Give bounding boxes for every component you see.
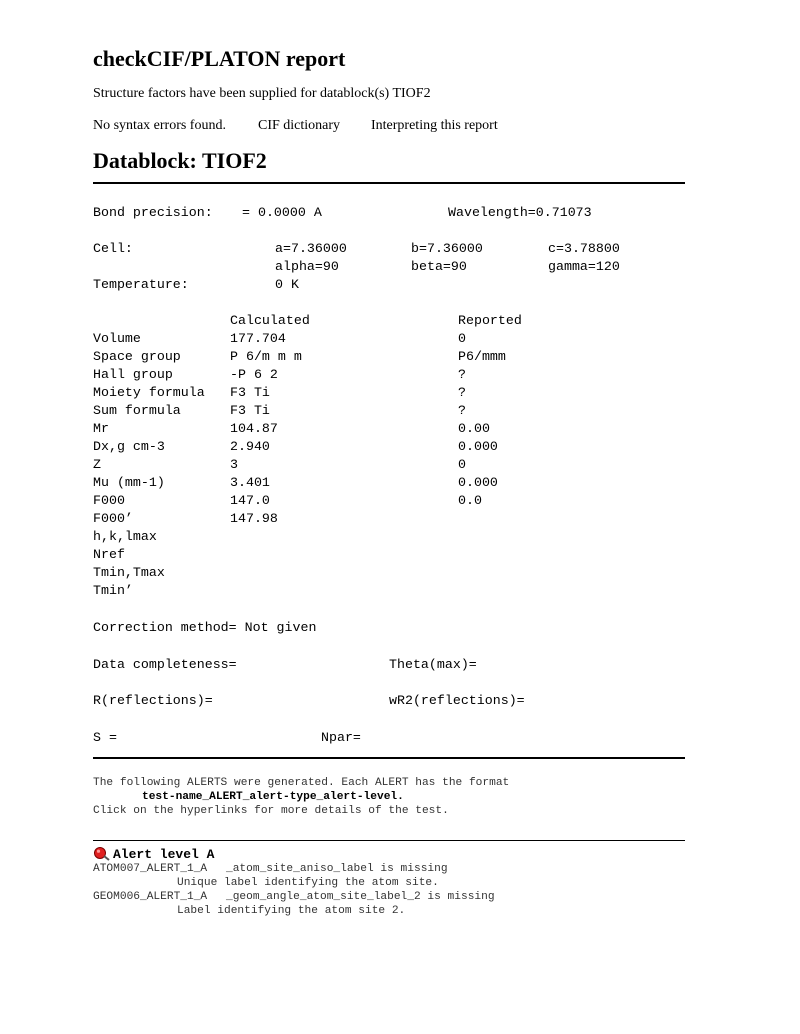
npar-label: Npar= — [321, 730, 361, 745]
correction-method: Correction method= Not given — [93, 620, 317, 635]
row-label: Tmin’ — [93, 583, 133, 598]
row-reported: ? — [458, 367, 466, 382]
temperature-label: Temperature: — [93, 277, 189, 292]
theta-max-label: Theta(max)= — [389, 657, 477, 672]
alert-format-text: test-name_ALERT_alert-type_alert-level. — [142, 791, 404, 803]
row-label: Volume — [93, 331, 141, 346]
row-reported: 0.00 — [458, 421, 490, 436]
row-reported: ? — [458, 403, 466, 418]
column-header-calculated: Calculated — [230, 313, 310, 328]
bond-precision-value: = 0.0000 A — [242, 205, 322, 220]
row-reported: 0 — [458, 331, 466, 346]
divider-middle — [93, 757, 685, 759]
row-reported: 0.000 — [458, 475, 498, 490]
row-label: F000’ — [93, 511, 133, 526]
row-reported: 0.0 — [458, 493, 482, 508]
alert-message: _geom_angle_atom_site_label_2 is missing — [226, 891, 495, 903]
alert-detail: Label identifying the atom site 2. — [177, 905, 406, 917]
divider-top — [93, 182, 685, 184]
data-completeness-label: Data completeness= — [93, 657, 237, 672]
row-label: Moiety formula — [93, 385, 205, 400]
no-syntax-errors-text: No syntax errors found. — [93, 118, 226, 133]
wr2-reflections-label: wR2(reflections)= — [389, 693, 525, 708]
row-calculated: -P 6 2 — [230, 367, 278, 382]
red-alert-icon — [93, 846, 111, 862]
row-calculated: 3 — [230, 457, 238, 472]
cell-beta: beta=90 — [411, 259, 467, 274]
cif-dictionary-link[interactable]: CIF dictionary — [258, 118, 341, 133]
column-header-reported: Reported — [458, 313, 522, 328]
row-label: Hall group — [93, 367, 173, 382]
row-calculated: 147.98 — [230, 511, 278, 526]
temperature-value: 0 K — [275, 277, 299, 292]
alerts-intro-text: The following ALERTS were generated. Each ALERT has the format — [93, 777, 510, 789]
row-label: Nref — [93, 547, 125, 562]
divider-alerts — [93, 840, 685, 841]
row-calculated: F3 Ti — [230, 403, 270, 418]
alert-detail: Unique label identifying the atom site. — [177, 877, 439, 889]
row-reported: P6/mmm — [458, 349, 506, 364]
cell-c: c=3.78800 — [548, 241, 620, 256]
row-label: Z — [93, 457, 101, 472]
row-label: Space group — [93, 349, 181, 364]
row-label: Dx,g cm-3 — [93, 439, 165, 454]
cell-alpha: alpha=90 — [275, 259, 339, 274]
report-title: checkCIF/PLATON report — [93, 46, 346, 71]
row-label: Tmin,Tmax — [93, 565, 165, 580]
cell-gamma: gamma=120 — [548, 259, 620, 274]
bond-precision-label: Bond precision: — [93, 205, 213, 220]
row-label: Mr — [93, 421, 109, 436]
cell-a: a=7.36000 — [275, 241, 347, 256]
row-label: h,k,lmax — [93, 529, 157, 544]
row-label: Sum formula — [93, 403, 181, 418]
row-calculated: P 6/m m m — [230, 349, 302, 364]
alert-level-a-label: Alert level A — [113, 846, 215, 862]
alert-code-link[interactable]: ATOM007_ALERT_1_A — [93, 863, 208, 875]
structure-factors-note: Structure factors have been supplied for datablock(s) TIOF2 — [93, 86, 431, 101]
s-label: S = — [93, 730, 117, 745]
alerts-click-text: Click on the hyperlinks for more details of the test. — [93, 805, 449, 817]
row-label: F000 — [93, 493, 125, 508]
row-reported: 0.000 — [458, 439, 498, 454]
row-calculated: 2.940 — [230, 439, 270, 454]
row-calculated: 177.704 — [230, 331, 286, 346]
row-calculated: F3 Ti — [230, 385, 270, 400]
row-calculated: 147.0 — [230, 493, 270, 508]
alert-message: _atom_site_aniso_label is missing — [226, 863, 448, 875]
datablock-title: Datablock: TIOF2 — [93, 148, 267, 173]
row-reported: ? — [458, 385, 466, 400]
r-reflections-label: R(reflections)= — [93, 693, 213, 708]
row-reported: 0 — [458, 457, 466, 472]
row-calculated: 3.401 — [230, 475, 270, 490]
cell-label: Cell: — [93, 241, 133, 256]
alert-level-a-heading — [93, 846, 214, 862]
alert-code-link[interactable]: GEOM006_ALERT_1_A — [93, 891, 208, 903]
row-label: Mu (mm-1) — [93, 475, 165, 490]
row-calculated: 104.87 — [230, 421, 278, 436]
interpreting-report-link[interactable]: Interpreting this report — [371, 118, 498, 133]
cell-b: b=7.36000 — [411, 241, 483, 256]
wavelength-value: Wavelength=0.71073 — [448, 205, 592, 220]
